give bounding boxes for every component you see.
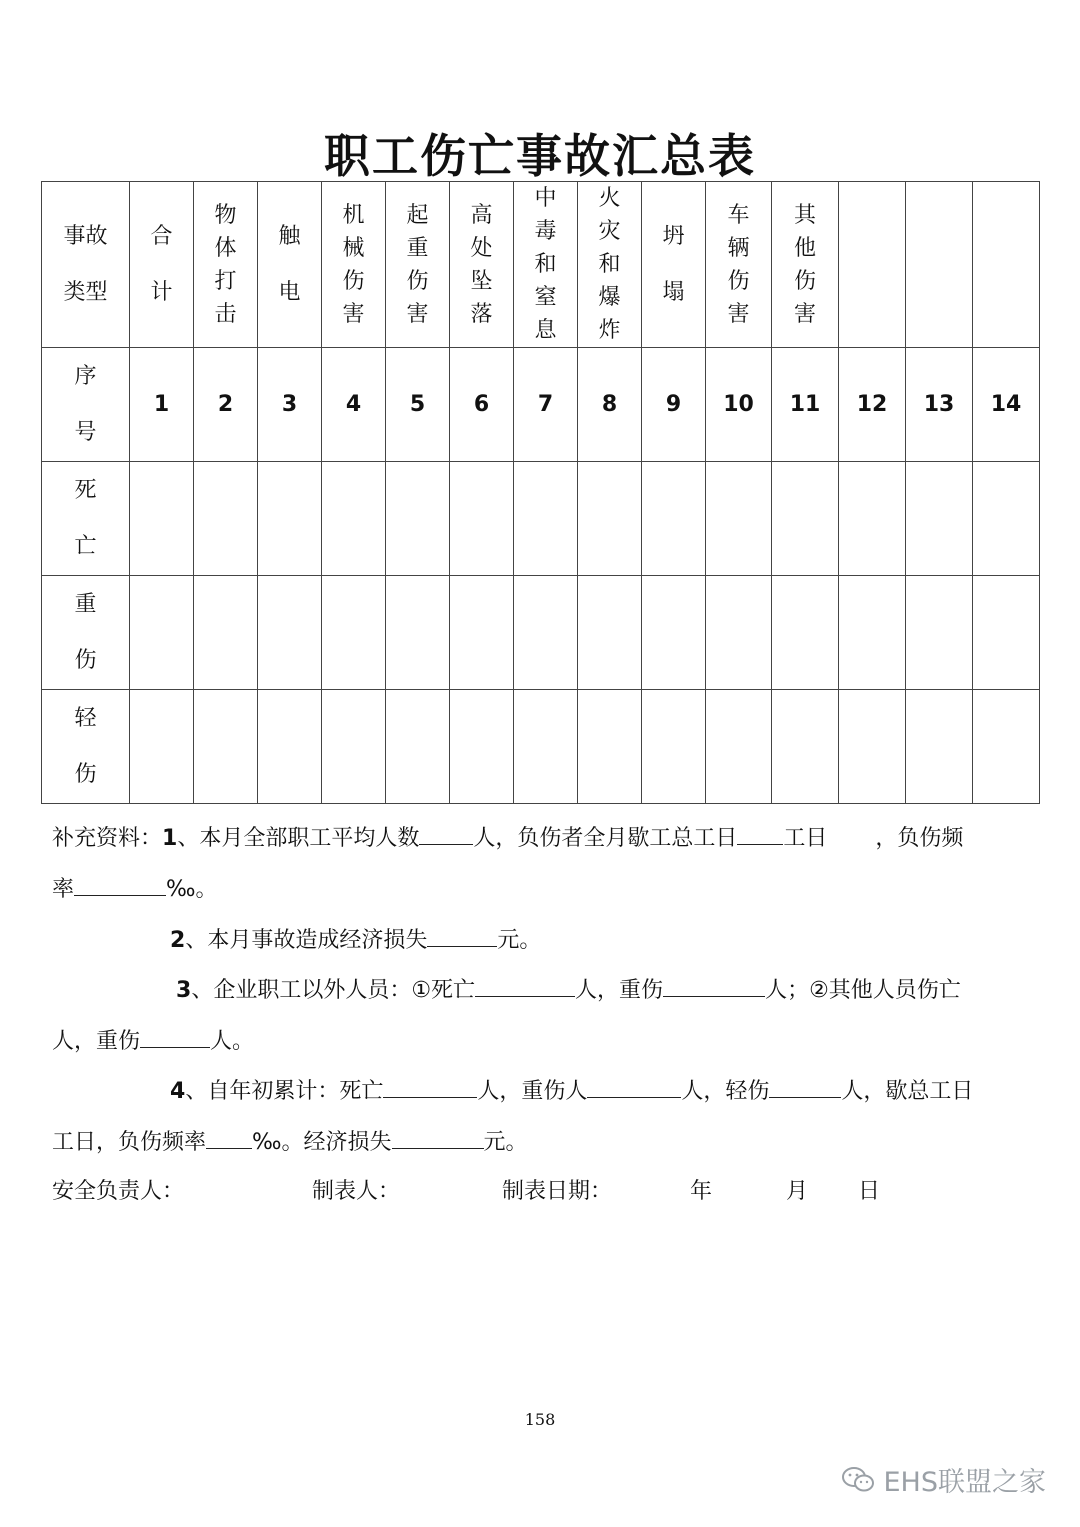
column-header-empty: [973, 182, 1040, 348]
page-title: 职工伤亡事故汇总表: [324, 129, 756, 183]
data-cell[interactable]: [642, 690, 706, 804]
seq-number: 8: [578, 348, 642, 462]
seq-number: 7: [514, 348, 578, 462]
fill-blank[interactable]: [206, 1126, 252, 1149]
seq-number: 11: [772, 348, 839, 462]
column-header: 坍塌: [662, 223, 685, 305]
column-header: 合计: [150, 223, 173, 305]
watermark: [841, 1460, 1046, 1499]
note-text: 、本月全部职工平均人数: [177, 826, 420, 851]
data-cell[interactable]: [322, 690, 386, 804]
seq-number: 6: [450, 348, 514, 462]
data-cell[interactable]: [258, 576, 322, 690]
data-cell[interactable]: [194, 576, 258, 690]
note-3-line-2: [52, 1025, 254, 1057]
seq-number: 3: [258, 348, 322, 462]
note-1-line-2: [52, 873, 218, 905]
fill-blank[interactable]: [383, 1075, 477, 1098]
row-label: 轻伤: [74, 705, 97, 787]
note-text: 率: [52, 877, 75, 902]
fill-blank[interactable]: [737, 822, 783, 845]
data-cell[interactable]: [386, 462, 450, 576]
fill-blank[interactable]: [663, 974, 765, 997]
date-month: 月: [786, 1179, 809, 1204]
note-text: 人；②其他人员伤亡: [765, 978, 961, 1003]
header-label: 事故类型: [63, 223, 108, 305]
note-text: 人。: [210, 1029, 255, 1054]
data-cell[interactable]: [514, 576, 578, 690]
fill-blank[interactable]: [74, 873, 166, 896]
column-header: 高处坠落: [470, 202, 493, 327]
sequence-row: [42, 348, 1040, 462]
column-header: 物体打击: [214, 202, 237, 327]
data-cell[interactable]: [258, 690, 322, 804]
header-row: [42, 182, 1040, 348]
data-cell[interactable]: [130, 576, 194, 690]
column-header-empty: [839, 182, 906, 348]
note-4-line-1: [170, 1075, 973, 1107]
data-cell[interactable]: [130, 462, 194, 576]
data-cell[interactable]: [642, 462, 706, 576]
note-text: 人，负伤者全月歇工总工日: [473, 826, 738, 851]
signature-form-maker: 制表人：: [312, 1179, 401, 1204]
note-text: 元。: [483, 1130, 528, 1155]
note-number: 4: [170, 1079, 186, 1104]
row-label: 重伤: [74, 591, 97, 673]
seq-number: 10: [706, 348, 772, 462]
note-1-line-1: [52, 822, 963, 854]
data-cell[interactable]: [386, 576, 450, 690]
data-cell[interactable]: [706, 690, 772, 804]
page-number: 158: [524, 1410, 556, 1429]
fill-blank[interactable]: [587, 1075, 681, 1098]
row-label: 死亡: [74, 477, 97, 559]
accident-summary-table: [41, 181, 1040, 804]
data-cell[interactable]: [450, 576, 514, 690]
note-lead: 补充资料：: [52, 826, 163, 851]
seq-number: 4: [322, 348, 386, 462]
data-cell[interactable]: [772, 690, 839, 804]
seq-number: 12: [839, 348, 906, 462]
data-cell[interactable]: [130, 690, 194, 804]
seq-number: 14: [973, 348, 1040, 462]
seq-number: 9: [642, 348, 706, 462]
note-text: ‰。: [166, 877, 218, 902]
note-text: 、企业职工以外人员：①死亡: [191, 978, 476, 1003]
data-cell[interactable]: [578, 462, 642, 576]
fill-blank[interactable]: [140, 1025, 210, 1048]
data-cell[interactable]: [772, 576, 839, 690]
note-4-line-2: [52, 1126, 528, 1158]
seq-number: 13: [906, 348, 973, 462]
data-cell[interactable]: [578, 690, 642, 804]
wechat-icon: [841, 1466, 875, 1494]
data-cell[interactable]: [578, 576, 642, 690]
fill-blank[interactable]: [392, 1126, 484, 1149]
seq-number: 5: [386, 348, 450, 462]
fill-blank[interactable]: [475, 974, 575, 997]
signature-safety-officer: 安全负责人：: [52, 1179, 185, 1204]
note-text: 工日，负伤频率: [52, 1130, 207, 1155]
column-header: 触电: [278, 223, 301, 305]
column-header: 中毒和窒息: [534, 186, 557, 343]
data-cell[interactable]: [906, 462, 973, 576]
data-cell[interactable]: [839, 462, 906, 576]
seq-label: 序号: [74, 363, 97, 445]
column-header: 车辆伤害: [727, 202, 750, 327]
table-row: [42, 690, 1040, 804]
note-number: 1: [162, 826, 178, 851]
data-cell[interactable]: [839, 690, 906, 804]
data-cell[interactable]: [514, 690, 578, 804]
data-cell[interactable]: [258, 462, 322, 576]
data-cell[interactable]: [839, 576, 906, 690]
note-text: 、本月事故造成经济损失: [185, 928, 428, 953]
data-cell[interactable]: [386, 690, 450, 804]
data-cell[interactable]: [973, 690, 1040, 804]
fill-blank[interactable]: [769, 1075, 841, 1098]
column-header: 火灾和爆炸: [598, 186, 621, 343]
data-cell[interactable]: [706, 576, 772, 690]
data-cell[interactable]: [514, 462, 578, 576]
data-cell[interactable]: [194, 462, 258, 576]
signature-date-label: 制表日期：: [502, 1179, 613, 1204]
table-row: [42, 576, 1040, 690]
fill-blank[interactable]: [419, 822, 473, 845]
data-cell[interactable]: [642, 576, 706, 690]
table-row: [42, 462, 1040, 576]
note-2-line: [170, 924, 541, 956]
note-text: 人，重伤: [52, 1029, 141, 1054]
data-cell[interactable]: [973, 576, 1040, 690]
note-text: ，负伤频: [875, 826, 964, 851]
seq-number: 1: [130, 348, 194, 462]
column-header: 机械伤害: [342, 202, 365, 327]
data-cell[interactable]: [450, 462, 514, 576]
seq-number: 2: [194, 348, 258, 462]
note-text: 人，重伤人: [477, 1079, 588, 1104]
column-header: 起重伤害: [406, 202, 429, 327]
data-cell[interactable]: [973, 462, 1040, 576]
note-text: 人，轻伤: [681, 1079, 770, 1104]
fill-blank[interactable]: [427, 924, 497, 947]
column-header: 其他伤害: [793, 202, 816, 327]
note-text: 元。: [497, 928, 542, 953]
note-text: 、自年初累计：死亡: [185, 1079, 384, 1104]
data-cell[interactable]: [194, 690, 258, 804]
note-text: 工日: [783, 826, 828, 851]
note-text: 人，歇总工日: [841, 1079, 974, 1104]
data-cell[interactable]: [322, 576, 386, 690]
data-cell[interactable]: [772, 462, 839, 576]
data-cell[interactable]: [450, 690, 514, 804]
data-cell[interactable]: [906, 576, 973, 690]
note-number: 3: [176, 978, 192, 1003]
data-cell[interactable]: [322, 462, 386, 576]
date-year: 年: [690, 1179, 713, 1204]
data-cell[interactable]: [906, 690, 973, 804]
watermark-text: EHS联盟之家: [883, 1467, 1046, 1498]
note-3-line-1: [176, 974, 961, 1006]
note-text: 人，重伤: [575, 978, 664, 1003]
data-cell[interactable]: [706, 462, 772, 576]
note-text: ‰。经济损失: [252, 1130, 392, 1155]
date-day: 日: [858, 1179, 881, 1204]
column-header-empty: [906, 182, 973, 348]
note-number: 2: [170, 928, 186, 953]
